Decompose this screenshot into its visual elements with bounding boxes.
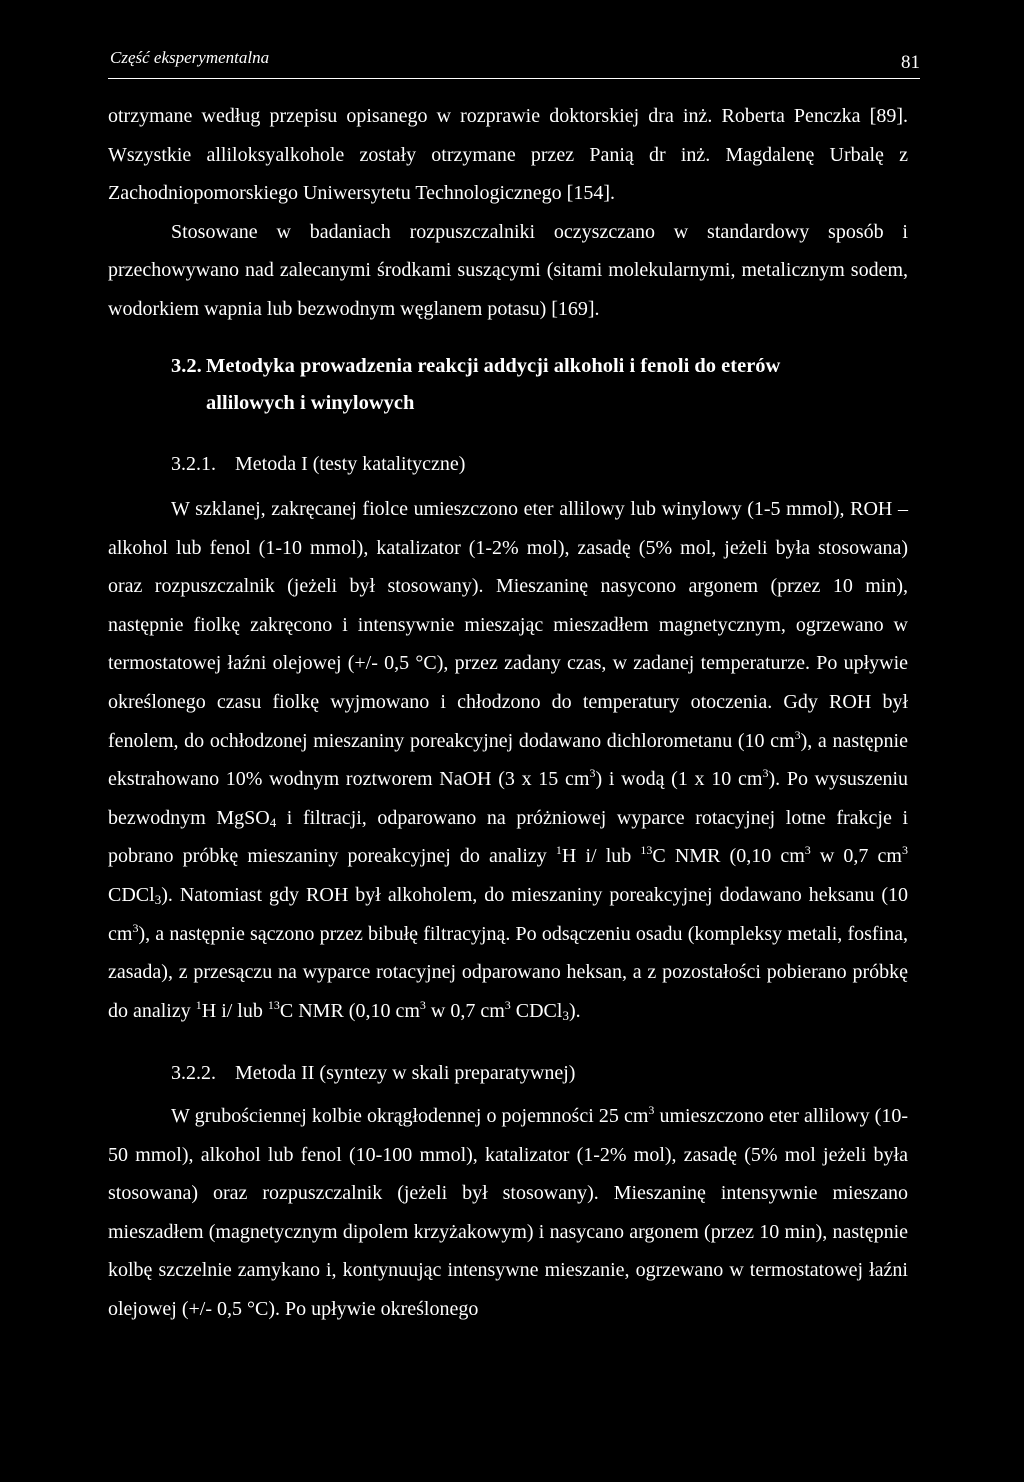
method-2-text	[108, 1097, 908, 1329]
section-title-line-1: Metodyka prowadzenia reakcji addycji alkoholi i fenoli do eterów	[206, 355, 781, 377]
subsection-title: Metoda I (testy katalityczne)	[235, 453, 466, 475]
method-1-paragraph: W szklanej, zakręcanej fiolce umieszczono eter allilowy lub winylowy (1-5 mmol), ROH – alkohol lub fenol (1-10 mmol), katalizator (1-2% mol), zasadę (5% mol, jeżeli była stosowana) oraz rozpuszczalnik (jeżeli był stosowany). Mieszaninę nasycono argonem (przez 10 min), następnie fiolkę zakręcono i intensywnie mieszając mieszadłem magnetycznym, ogrzewano w termostatowej łaźni olejowej (+/- 0,5 °C), przez zadany czas, w zadanej temperaturze. Po upływie określonego czasu fiolkę wyjmowano i chłodzono do temperatury otoczenia. Gdy ROH był fenolem, do ochłodzonej mieszaniny poreakcyjnej dodawano dichlorometanu (10 $cm^3$), a następnie ekstrahowano 10% wodnym roztworem NaOH (3 x 15 $cm^3$) i wodą (1 x 10 $cm^3$). Po wysuszeniu bezwodnym MgSO$_4$ i filtracji, odparowano na próżniowej wyparce rotacyjnej lotne frakcje i pobrano próbkę mieszaniny poreakcyjnej do analizy $^1$H i/ lub $^{13}$C NMR (0,10 $cm^3$ w 0,7 $cm^3$ CDCl$_3$). Natomiast gdy ROH był alkoholem, do mieszaniny poreakcyjnej dodawano heksanu (10 $cm^3$), a następnie sączono przez bibułę filtracyjną. Po odsączeniu osadu (kompleksy metali, fosfina, zasada), z przesączu na wyparce rotacyjnej odparowano heksan, a z pozostałości pobierano próbkę do analizy $^1$H i/ lub $^{13}$C NMR (0,10 $cm^3$ w 0,7 $cm^3$ CDCl$_3$).	[108, 498, 909, 1023]
subsection-number: 3.2.1.	[171, 453, 216, 475]
page-number: 81	[901, 52, 920, 73]
subsection-heading-1	[171, 449, 465, 479]
method-2-paragraph: W grubościennej kolbie okrągłodennej o pojemności 25 $cm^3$ umieszczono eter allilowy (10-50 mmol), alkohol lub fenol (10-100 mmol), katalizator (1-2% mol), zasadę (5% mol jeżeli była stosowana) oraz rozpuszczalnik (jeżeli był stosowany). Mieszaninę intensywnie mieszano mieszadłem (magnetycznym dipolem krzyżakowym) i nasycano argonem (przez 10 min), następnie kolbę szczelnie zamykano i, kontynuując intensywne mieszanie, ogrzewano w termostatowej łaźni olejowej (+/- 0,5 °C). Po upływie określonego	[108, 1103, 908, 1320]
intro-text	[108, 97, 908, 329]
subsection-heading-2	[171, 1058, 575, 1088]
section-number: 3.2.	[171, 355, 202, 377]
section-title-line-2: allilowych i winylowych	[206, 392, 415, 414]
intro-paragraph-1: otrzymane według przepisu opisanego w rozprawie doktorskiej dra inż. Roberta Penczka [89]. Wszystkie alliloksyalkohole zostały otrzymane przez Panią dr inż. Magdalenę Urbalę z Zachodniopomorskiego Uniwersytetu Technologicznego [154].	[108, 105, 908, 205]
method-1-text	[108, 490, 908, 1030]
page-header	[108, 44, 920, 79]
intro-paragraph-2: Stosowane w badaniach rozpuszczalniki oczyszczano w standardowy sposób i przechowywano nad zalecanymi środkami suszącymi (sitami molekularnymi, metalicznym sodem, wodorkiem wapnia lub bezwodnym węglanem potasu) [169].	[108, 220, 908, 320]
subsection-number: 3.2.2.	[171, 1062, 216, 1084]
subsection-title: Metoda II (syntezy w skali preparatywnej)	[235, 1062, 576, 1084]
running-title: Część eksperymentalna	[110, 48, 270, 67]
section-heading	[171, 348, 911, 422]
